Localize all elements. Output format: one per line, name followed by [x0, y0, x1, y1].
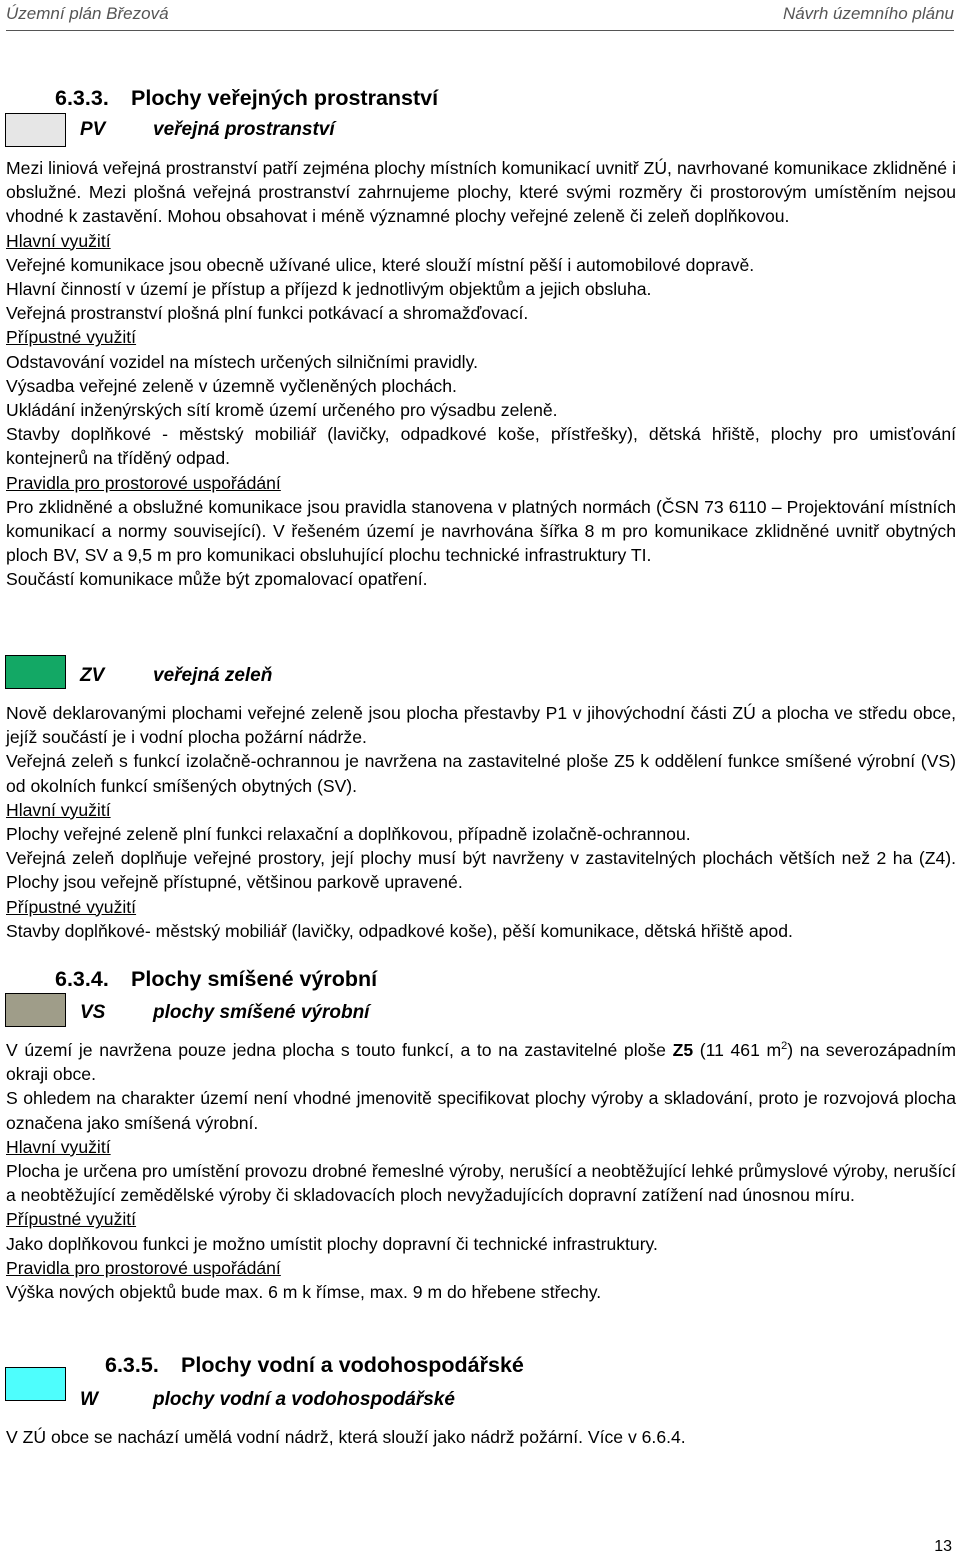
vs-intro-area-exponent: 2: [781, 1040, 788, 1053]
zv-allowed-1: Stavby doplňkové- městský mobiliář (lavičky, odpadkové koše), pěší komunikace, dětská hřiště apod.: [6, 920, 793, 941]
vs-intro-location: ) na severozápadním okraji obce.: [6, 1040, 957, 1085]
vs-main-label: Hlavní využití: [6, 1136, 111, 1157]
section-title: Plochy smíšené výrobní: [131, 967, 378, 991]
zv-legend-swatch: [5, 655, 66, 689]
pv-text-block: [6, 156, 956, 592]
section-number: 6.3.5.: [105, 1353, 159, 1377]
section-heading-6-3-4: [55, 967, 377, 992]
pv-rules-label: Pravidla pro prostorové uspořádání: [6, 472, 281, 493]
zv-name: veřejná zeleň: [153, 665, 273, 686]
vs-legend-swatch: [5, 993, 66, 1027]
vs-allowed-1: Jako doplňkovou funkci je možno umístit plochy dopravní či technické infrastruktury.: [6, 1233, 658, 1254]
vs-code: VS: [80, 1002, 106, 1023]
zv-main-label: Hlavní využití: [6, 799, 111, 820]
vs-rules-label: Pravidla pro prostorové uspořádání: [6, 1257, 281, 1278]
zv-intro-1: Nově deklarovanými plochami veřejné zeleně jsou plocha přestavby P1 v jihovýchodní části ZÚ a plocha ve středu obce, jejíž součástí je i vodní plocha požární nádrže.: [6, 703, 956, 748]
pv-main-2: Hlavní činností v území je přístup a příjezd k jednotlivým objektům a jejich obsluha.: [6, 279, 652, 300]
vs-intro-1: [6, 1038, 956, 1086]
pv-allowed-4: Stavby doplňkové - městský mobiliář (lavičky, odpadkové koše, přístřešky), dětská hřiště, plochy pro umisťování kontejnerů na tříděný odpad.: [6, 424, 956, 469]
zv-main-1: Plochy veřejné zeleně plní funkci relaxační a doplňkovou, případně izolačně-ochrannou.: [6, 824, 691, 845]
section-number: 6.3.3.: [55, 86, 109, 110]
zv-allowed-label: Přípustné využití: [6, 896, 137, 917]
section-number: 6.3.4.: [55, 967, 109, 991]
zv-text-block: [6, 701, 956, 943]
pv-allowed-1: Odstavování vozidel na místech určených silničními pravidly.: [6, 351, 478, 372]
vs-intro-area: (11 461 m: [693, 1040, 782, 1060]
section-heading-6-3-3: [55, 86, 438, 111]
w-legend-swatch: [5, 1367, 66, 1401]
pv-allowed-label: Přípustné využití: [6, 327, 137, 348]
page-number: 13: [934, 1538, 952, 1555]
pv-legend-swatch: [5, 113, 66, 147]
zv-main-2: Veřejná zeleň doplňuje veřejné prostory, její plochy musí být navrženy v zastavitelných plochách větších než 2 ha (Z4). Plochy jsou veřejně přístupné, většinou parkově upravené.: [6, 848, 956, 893]
section-heading-6-3-5: [105, 1353, 524, 1378]
w-code: W: [80, 1389, 98, 1410]
pv-allowed-2: Výsadba veřejné zeleně v územně vyčleněných plochách.: [6, 375, 457, 396]
header-document-title: Územní plán Březová: [6, 4, 169, 23]
pv-name: veřejná prostranství: [153, 119, 335, 140]
pv-rules-2: Součástí komunikace může být zpomalovací opatření.: [6, 569, 428, 590]
vs-main-1: Plocha je určena pro umístění provozu drobné řemeslné výroby, nerušící a neobtěžující lehké průmyslové výroby, nerušící a neobtěžující zemědělské výroby či skladovacích ploch nevyžadujících dopravní zatížení nad únosnou míru.: [6, 1161, 956, 1206]
vs-rules-1: Výška nových objektů bude max. 6 m k římse, max. 9 m do hřebene střechy.: [6, 1282, 602, 1303]
pv-main-3: Veřejná prostranství plošná plní funkci potkávací a shromažďovací.: [6, 303, 529, 324]
vs-name: plochy smíšené výrobní: [153, 1002, 370, 1023]
section-title: Plochy vodní a vodohospodářské: [181, 1353, 524, 1377]
section-title: Plochy veřejných prostranství: [131, 86, 439, 110]
zv-intro-2: Veřejná zeleň s funkcí izolačně-ochrannou je navržena na zastavitelné ploše Z5 k oddělení funkce smíšené výrobní (VS) od okolních funkcí smíšených obytných (SV).: [6, 751, 956, 796]
pv-main-1: Veřejné komunikace jsou obecně užívané ulice, které slouží místní pěší i automobilové dopravě.: [6, 254, 755, 275]
vs-intro-plot-code: Z5: [672, 1040, 694, 1060]
pv-main-label: Hlavní využití: [6, 230, 111, 251]
pv-allowed-3: Ukládání inženýrských sítí kromě území určeného pro výsadbu zeleně.: [6, 400, 558, 421]
pv-rules-1: Pro zklidněné a obslužné komunikace jsou pravidla stanovena v platných normách (ČSN 73 6110 – Projektování místních komunikací a normy související). V řešeném území je navrhována šířka 8 m pro komunikace zklidněné uvnitř obytných ploch BV, SV a 9,5 m pro komunikaci obsluhující plochu technické infrastruktury TI.: [6, 496, 956, 566]
pv-intro: Mezi liniová veřejná prostranství patří zejména plochy místních komunikací uvnitř ZÚ, navrhované komunikace zklidněné i obslužné. Mezi plošná veřejná prostranství zahrnujeme plochy, které svými rozměry či prostorovým umístěním nejsou vhodné k zastavění. Mohou obsahovat i méně významné plochy veřejné zeleně či zeleň doplňkovou.: [6, 158, 956, 227]
w-text-block: [6, 1425, 956, 1449]
header-document-subtitle: Návrh územního plánu: [782, 4, 954, 23]
vs-intro-text: V území je navržena pouze jedna plocha s touto funkcí, a to na zastavitelné ploše: [6, 1040, 673, 1060]
w-name: plochy vodní a vodohospodářské: [153, 1389, 455, 1410]
header-divider: [6, 30, 954, 31]
w-text: V ZÚ obce se nachází umělá vodní nádrž, která slouží jako nádrž požární. Více v 6.6.4.: [6, 1427, 686, 1447]
vs-allowed-label: Přípustné využití: [6, 1209, 137, 1230]
zv-code: ZV: [80, 665, 105, 686]
vs-intro-2: S ohledem na charakter území není vhodné jmenovitě specifikovat plochy výroby a skladování, proto je rozvojová plocha označena jako smíšená výrobní.: [6, 1088, 956, 1133]
pv-code: PV: [80, 119, 106, 140]
vs-text-block: [6, 1038, 956, 1304]
